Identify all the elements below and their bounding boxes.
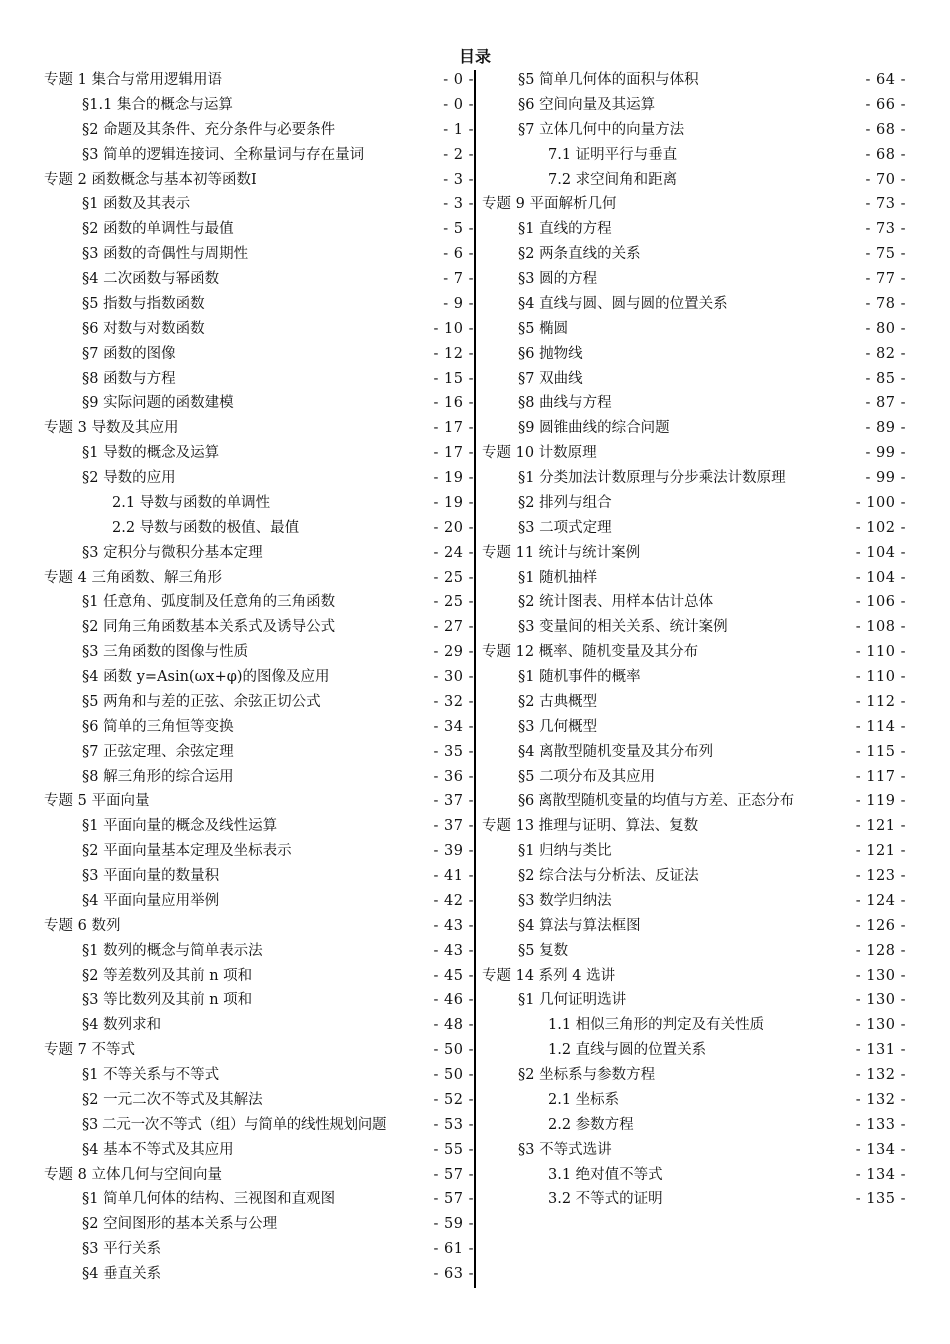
toc-page-number: - 85 -: [865, 370, 906, 387]
toc-section-row[interactable]: [482, 292, 906, 317]
toc-page-number: - 130 -: [855, 967, 906, 984]
toc-section-row[interactable]: [482, 566, 906, 591]
toc-page-number: - 126 -: [855, 917, 906, 934]
toc-entry-label: 专题 6 数列: [44, 917, 121, 934]
toc-section-row[interactable]: [44, 1212, 474, 1237]
toc-entry-label: 2.1 坐标系: [548, 1091, 620, 1108]
toc-section-row[interactable]: [482, 765, 906, 790]
toc-page-number: - 89 -: [865, 420, 906, 437]
toc-entry-label: §2 坐标系与参数方程: [518, 1067, 656, 1083]
toc-page-number: - 104 -: [855, 569, 906, 586]
toc-entry-label: 专题 8 立体几何与空间向量: [44, 1166, 222, 1183]
toc-section-row[interactable]: [482, 914, 906, 939]
toc-chapter-row[interactable]: [44, 416, 474, 441]
toc-entry-label: §1 任意角、弧度制及任意角的三角函数: [82, 594, 336, 611]
toc-entry-label: 3.1 绝对值不等式: [548, 1166, 663, 1183]
toc-section-row[interactable]: [482, 93, 906, 118]
toc-page-number: - 43 -: [433, 942, 474, 959]
toc-page-number: - 36 -: [433, 768, 474, 785]
toc-chapter-row[interactable]: [44, 566, 474, 591]
toc-page-number: - 110 -: [855, 669, 906, 685]
toc-entry-label: §2 一元二次不等式及其解法: [82, 1091, 263, 1108]
toc-page-number: - 61 -: [433, 1241, 474, 1258]
toc-page-number: - 130 -: [855, 992, 906, 1009]
toc-section-row[interactable]: [44, 839, 474, 864]
toc-entry-label: §1.1 集合的概念与运算: [82, 96, 233, 113]
toc-section-row[interactable]: [482, 615, 906, 640]
toc-entry-label: §4 算法与算法框图: [518, 917, 641, 934]
toc-entry-label: 专题 2 函数概念与基本初等函数Ⅰ: [44, 171, 257, 188]
toc-entry-label: 3.2 不等式的证明: [548, 1191, 663, 1208]
toc-entry-label: §1 函数及其表示: [82, 196, 191, 213]
toc-page-number: - 17 -: [433, 420, 474, 437]
toc-chapter-row[interactable]: [44, 789, 474, 814]
toc-page-number: - 48 -: [433, 1017, 474, 1034]
toc-page-number: - 112 -: [855, 693, 906, 710]
toc-page-number: - 108 -: [855, 619, 906, 636]
toc-page-number: - 64 -: [865, 72, 906, 88]
toc-page-number: - 29 -: [433, 644, 474, 661]
toc-page-number: - 35 -: [433, 743, 474, 760]
toc-section-row[interactable]: [44, 615, 474, 640]
toc-chapter-row[interactable]: [44, 168, 474, 193]
toc-entry-label: §1 平面向量的概念及线性运算: [82, 818, 278, 835]
toc-page-number: - 43 -: [433, 917, 474, 934]
toc-subsection-row[interactable]: [482, 1038, 906, 1063]
toc-page-number: - 25 -: [433, 594, 474, 611]
toc-page-number: - 45 -: [433, 967, 474, 984]
toc-entry-label: §2 空间图形的基本关系与公理: [82, 1216, 278, 1233]
toc-entry-label: §3 函数的奇偶性与周期性: [82, 246, 249, 263]
toc-chapter-row[interactable]: [44, 914, 474, 939]
toc-section-row[interactable]: [482, 516, 906, 541]
toc-entry-label: §4 垂直关系: [82, 1266, 162, 1282]
toc-entry-label: §3 圆的方程: [518, 271, 598, 287]
toc-page-number: - 16 -: [433, 395, 474, 412]
toc-section-row[interactable]: [44, 466, 474, 491]
toc-section-row[interactable]: [482, 391, 906, 416]
toc-page-number: - 80 -: [865, 320, 906, 337]
toc-page-number: - 66 -: [865, 96, 906, 113]
toc-entry-label: §4 平面向量应用举例: [82, 892, 220, 909]
toc-entry-label: §4 函数 y=Asin(ωx+φ)的图像及应用: [82, 669, 330, 685]
toc-section-row[interactable]: [482, 118, 906, 143]
toc-chapter-row[interactable]: [482, 441, 906, 466]
toc-page-number: - 27 -: [433, 619, 474, 636]
toc-page-number: - 124 -: [855, 892, 906, 909]
toc-entry-label: §3 变量间的相关关系、统计案例: [518, 619, 728, 636]
toc-section-row[interactable]: [44, 1237, 474, 1262]
toc-page-number: - 115 -: [855, 743, 906, 760]
toc-section-row[interactable]: [44, 1187, 474, 1212]
toc-page-number: - 57 -: [433, 1166, 474, 1183]
toc-page-number: - 99 -: [865, 470, 906, 486]
toc-entry-label: 专题 3 导数及其应用: [44, 420, 179, 437]
toc-entry-label: §1 不等关系与不等式: [82, 1067, 220, 1083]
toc-entry-label: §3 三角函数的图像与性质: [82, 644, 249, 661]
toc-page-number: - 1 -: [443, 121, 474, 138]
toc-entry-label: 专题 7 不等式: [44, 1042, 135, 1059]
toc-page-number: - 68 -: [865, 121, 906, 138]
toc-section-row[interactable]: [44, 1262, 474, 1287]
toc-section-row[interactable]: [482, 242, 906, 267]
toc-section-row[interactable]: [482, 839, 906, 864]
toc-entry-label: §3 不等式选讲: [518, 1141, 612, 1158]
toc-page-number: - 0 -: [443, 72, 474, 88]
toc-page-number: - 10 -: [433, 320, 474, 337]
toc-chapter-row[interactable]: [482, 192, 906, 217]
toc-page-number: - 82 -: [865, 345, 906, 362]
toc-page-number: - 0 -: [443, 96, 474, 113]
toc-entry-label: §8 函数与方程: [82, 370, 176, 387]
toc-page-number: - 73 -: [865, 221, 906, 238]
toc-section-row[interactable]: [44, 242, 474, 267]
toc-entry-label: §2 统计图表、用样本估计总体: [518, 594, 714, 611]
toc-entry-label: 专题 9 平面解析几何: [482, 196, 617, 213]
toc-entry-label: §4 基本不等式及其应用: [82, 1141, 234, 1158]
toc-section-row[interactable]: [44, 1013, 474, 1038]
toc-section-row[interactable]: [44, 317, 474, 342]
toc-page-number: - 121 -: [855, 843, 906, 860]
toc-page-number: - 134 -: [855, 1141, 906, 1158]
toc-page-number: - 132 -: [855, 1091, 906, 1108]
toc-page-number: - 104 -: [855, 544, 906, 561]
toc-page-number: - 53 -: [433, 1116, 474, 1133]
toc-subsection-row[interactable]: [44, 491, 474, 516]
toc-page-number: - 121 -: [855, 818, 906, 835]
toc-entry-label: §7 函数的图像: [82, 345, 176, 362]
toc-page-number: - 52 -: [433, 1091, 474, 1108]
toc-entry-label: §5 简单几何体的面积与体积: [518, 72, 699, 88]
toc-page-number: - 24 -: [433, 544, 474, 561]
toc-page-number: - 34 -: [433, 718, 474, 735]
toc-entry-label: §2 古典概型: [518, 693, 598, 710]
toc-section-row[interactable]: [44, 1063, 474, 1088]
toc-entry-label: §6 空间向量及其运算: [518, 96, 656, 113]
toc-entry-label: 专题 1 集合与常用逻辑用语: [44, 72, 222, 88]
toc-entry-label: §5 二项分布及其应用: [518, 768, 656, 785]
toc-section-row[interactable]: [44, 665, 474, 690]
toc-section-row[interactable]: [44, 93, 474, 118]
toc-right-column: [482, 68, 906, 1212]
toc-section-row[interactable]: [44, 864, 474, 889]
toc-page-number: - 42 -: [433, 892, 474, 909]
toc-entry-label: 专题 13 推理与证明、算法、复数: [482, 818, 699, 835]
toc-page-number: - 41 -: [433, 868, 474, 884]
toc-section-row[interactable]: [482, 1138, 906, 1163]
toc-entry-label: 专题 5 平面向量: [44, 793, 150, 810]
toc-entry-label: 1.1 相似三角形的判定及有关性质: [548, 1017, 765, 1034]
toc-chapter-row[interactable]: [44, 1163, 474, 1188]
toc-page-number: - 100 -: [855, 494, 906, 511]
toc-entry-label: §1 随机事件的概率: [518, 669, 641, 685]
toc-page-number: - 63 -: [433, 1266, 474, 1282]
toc-section-row[interactable]: [44, 118, 474, 143]
toc-page-number: - 2 -: [443, 146, 474, 163]
toc-page-number: - 73 -: [865, 196, 906, 213]
toc-subsection-row[interactable]: [482, 1013, 906, 1038]
toc-page-number: - 12 -: [433, 345, 474, 362]
toc-section-row[interactable]: [44, 342, 474, 367]
toc-section-row[interactable]: [44, 391, 474, 416]
toc-page-number: - 75 -: [865, 246, 906, 263]
toc-page-number: - 37 -: [433, 793, 474, 810]
toc-section-row[interactable]: [44, 765, 474, 790]
toc-entry-label: §4 数列求和: [82, 1017, 162, 1034]
toc-page-number: - 131 -: [855, 1042, 906, 1059]
toc-section-row[interactable]: [44, 292, 474, 317]
toc-entry-label: §1 数列的概念与简单表示法: [82, 942, 263, 959]
toc-entry-label: §2 同角三角函数基本关系式及诱导公式: [82, 619, 336, 636]
toc-section-row[interactable]: [482, 68, 906, 93]
toc-section-row[interactable]: [44, 217, 474, 242]
toc-section-row[interactable]: [44, 143, 474, 168]
toc-entry-label: §3 平面向量的数量积: [82, 868, 220, 884]
toc-page-number: - 32 -: [433, 693, 474, 710]
toc-entry-label: §8 解三角形的综合运用: [82, 768, 234, 785]
toc-entry-label: §2 两条直线的关系: [518, 246, 641, 263]
toc-entry-label: §5 椭圆: [518, 320, 569, 337]
toc-entry-label: §3 二元一次不等式（组）与简单的线性规划问题: [82, 1116, 387, 1133]
toc-entry-label: §2 导数的应用: [82, 470, 176, 486]
toc-page-number: - 102 -: [855, 519, 906, 536]
toc-section-row[interactable]: [482, 217, 906, 242]
toc-entry-label: §6 抛物线: [518, 345, 583, 362]
toc-section-row[interactable]: [44, 814, 474, 839]
toc-page-number: - 123 -: [855, 868, 906, 884]
toc-section-row[interactable]: [44, 367, 474, 392]
toc-page-number: - 68 -: [865, 146, 906, 163]
toc-section-row[interactable]: [482, 317, 906, 342]
toc-page-number: - 59 -: [433, 1216, 474, 1233]
toc-entry-label: §5 指数与指数函数: [82, 295, 205, 312]
toc-entry-label: §3 等比数列及其前 n 项和: [82, 992, 253, 1009]
toc-subsection-row[interactable]: [482, 1187, 906, 1212]
toc-section-row[interactable]: [482, 889, 906, 914]
toc-page-number: - 132 -: [855, 1067, 906, 1083]
toc-page-number: - 117 -: [855, 768, 906, 785]
toc-section-row[interactable]: [44, 590, 474, 615]
toc-section-row[interactable]: [482, 367, 906, 392]
toc-entry-label: 专题 10 计数原理: [482, 445, 597, 462]
toc-section-row[interactable]: [44, 267, 474, 292]
toc-page-number: - 78 -: [865, 295, 906, 312]
toc-page-number: - 5 -: [443, 221, 474, 238]
toc-page-number: - 19 -: [433, 470, 474, 486]
toc-section-row[interactable]: [44, 964, 474, 989]
toc-entry-label: §1 随机抽样: [518, 569, 598, 586]
toc-page-number: - 55 -: [433, 1141, 474, 1158]
toc-entry-label: §5 两角和与差的正弦、余弦正切公式: [82, 693, 321, 710]
toc-subsection-row[interactable]: [482, 1163, 906, 1188]
toc-section-row[interactable]: [44, 740, 474, 765]
toc-section-row[interactable]: [482, 864, 906, 889]
toc-chapter-row[interactable]: [482, 964, 906, 989]
toc-entry-label: §2 等差数列及其前 n 项和: [82, 967, 253, 984]
toc-entry-label: 2.1 导数与函数的单调性: [112, 494, 271, 511]
toc-entry-label: §4 二次函数与幂函数: [82, 271, 220, 287]
toc-section-row[interactable]: [482, 789, 906, 814]
toc-section-row[interactable]: [44, 541, 474, 566]
toc-section-row[interactable]: [482, 416, 906, 441]
toc-entry-label: §6 对数与对数函数: [82, 320, 205, 337]
toc-entry-label: §4 离散型随机变量及其分布列: [518, 743, 714, 760]
toc-entry-label: §1 分类加法计数原理与分步乘法计数原理: [518, 470, 786, 486]
toc-page-number: - 7 -: [443, 271, 474, 287]
toc-title: 目录: [458, 47, 491, 66]
toc-section-row[interactable]: [44, 1113, 474, 1138]
toc-page-number: - 30 -: [433, 669, 474, 685]
toc-entry-label: §1 导数的概念及运算: [82, 445, 220, 462]
toc-section-row[interactable]: [482, 342, 906, 367]
toc-section-row[interactable]: [44, 1088, 474, 1113]
toc-page-number: - 37 -: [433, 818, 474, 835]
toc-subsection-row[interactable]: [44, 516, 474, 541]
toc-entry-label: §2 排列与组合: [518, 494, 612, 511]
toc-page-number: - 39 -: [433, 843, 474, 860]
toc-section-row[interactable]: [44, 640, 474, 665]
toc-page-number: - 134 -: [855, 1166, 906, 1183]
toc-entry-label: 7.2 求空间角和距离: [548, 171, 678, 188]
toc-entry-label: 7.1 证明平行与垂直: [548, 146, 678, 163]
toc-entry-label: §7 正弦定理、余弦定理: [82, 743, 234, 760]
toc-entry-label: §7 立体几何中的向量方法: [518, 121, 685, 138]
toc-subsection-row[interactable]: [482, 168, 906, 193]
toc-chapter-row[interactable]: [44, 68, 474, 93]
toc-page-number: - 9 -: [443, 295, 474, 312]
toc-page-number: - 106 -: [855, 594, 906, 611]
toc-entry-label: 2.2 导数与函数的极值、最值: [112, 519, 300, 536]
toc-page-number: - 57 -: [433, 1191, 474, 1208]
toc-subsection-row[interactable]: [482, 1088, 906, 1113]
toc-page-number: - 119 -: [855, 793, 906, 810]
toc-page-number: - 25 -: [433, 569, 474, 586]
column-divider: [474, 70, 476, 1288]
toc-section-row[interactable]: [482, 466, 906, 491]
toc-section-row[interactable]: [482, 988, 906, 1013]
toc-entry-label: §2 函数的单调性与最值: [82, 221, 234, 238]
toc-entry-label: 专题 14 系列 4 选讲: [482, 967, 616, 984]
toc-section-row[interactable]: [44, 939, 474, 964]
toc-entry-label: 专题 4 三角函数、解三角形: [44, 569, 222, 586]
toc-section-row[interactable]: [44, 889, 474, 914]
toc-entry-label: §1 直线的方程: [518, 221, 612, 238]
toc-section-row[interactable]: [44, 715, 474, 740]
toc-entry-label: 2.2 参数方程: [548, 1116, 634, 1133]
toc-section-row[interactable]: [44, 192, 474, 217]
toc-page-number: - 6 -: [443, 246, 474, 263]
toc-entry-label: §9 圆锥曲线的综合问题: [518, 420, 670, 437]
toc-section-row[interactable]: [482, 491, 906, 516]
toc-page-number: - 114 -: [855, 718, 906, 735]
toc-entry-label: §2 命题及其条件、充分条件与必要条件: [82, 121, 336, 138]
toc-entry-label: §1 归纳与类比: [518, 843, 612, 860]
toc-section-row[interactable]: [482, 740, 906, 765]
toc-chapter-row[interactable]: [482, 640, 906, 665]
toc-section-row[interactable]: [44, 690, 474, 715]
toc-section-row[interactable]: [44, 441, 474, 466]
toc-section-row[interactable]: [482, 715, 906, 740]
toc-section-row[interactable]: [482, 1063, 906, 1088]
toc-subsection-row[interactable]: [482, 1113, 906, 1138]
toc-page-number: - 135 -: [855, 1191, 906, 1208]
toc-entry-label: §3 二项式定理: [518, 519, 612, 536]
toc-section-row[interactable]: [482, 690, 906, 715]
toc-page-number: - 15 -: [433, 370, 474, 387]
toc-page-number: - 70 -: [865, 171, 906, 188]
toc-section-row[interactable]: [44, 988, 474, 1013]
toc-page-number: - 3 -: [443, 196, 474, 213]
toc-section-row[interactable]: [482, 939, 906, 964]
toc-section-row[interactable]: [482, 267, 906, 292]
toc-chapter-row[interactable]: [482, 541, 906, 566]
toc-entry-label: §3 定积分与微积分基本定理: [82, 544, 263, 561]
toc-page-number: - 50 -: [433, 1067, 474, 1083]
toc-page-number: - 50 -: [433, 1042, 474, 1059]
toc-entry-label: 专题 12 概率、随机变量及其分布: [482, 644, 699, 661]
toc-entry-label: §5 复数: [518, 942, 569, 959]
toc-entry-label: 专题 11 统计与统计案例: [482, 544, 641, 561]
toc-entry-label: §3 数学归纳法: [518, 892, 612, 909]
toc-page-number: - 20 -: [433, 519, 474, 536]
toc-page-number: - 77 -: [865, 271, 906, 287]
toc-entry-label: §3 几何概型: [518, 718, 598, 735]
toc-entry-label: §1 简单几何体的结构、三视图和直观图: [82, 1191, 336, 1208]
toc-entry-label: §9 实际问题的函数建模: [82, 395, 234, 412]
toc-page-number: - 130 -: [855, 1017, 906, 1034]
toc-entry-label: 1.2 直线与圆的位置关系: [548, 1042, 707, 1059]
toc-page-number: - 99 -: [865, 445, 906, 462]
toc-page-number: - 3 -: [443, 171, 474, 188]
toc-entry-label: §2 综合法与分析法、反证法: [518, 868, 699, 884]
toc-entry-label: §4 直线与圆、圆与圆的位置关系: [518, 295, 728, 312]
toc-left-column: [44, 68, 474, 1287]
toc-subsection-row[interactable]: [482, 143, 906, 168]
toc-entry-label: §1 几何证明选讲: [518, 992, 627, 1009]
toc-entry-label: §3 平行关系: [82, 1241, 162, 1258]
toc-section-row[interactable]: [482, 590, 906, 615]
toc-entry-label: §7 双曲线: [518, 370, 583, 387]
toc-page-number: - 133 -: [855, 1116, 906, 1133]
toc-entry-label: §3 简单的逻辑连接词、全称量词与存在量词: [82, 146, 365, 163]
toc-page-number: - 46 -: [433, 992, 474, 1009]
toc-section-row[interactable]: [482, 665, 906, 690]
toc-entry-label: §6 离散型随机变量的均值与方差、正态分布: [518, 793, 794, 810]
toc-page-number: - 87 -: [865, 395, 906, 412]
toc-page-number: - 110 -: [855, 644, 906, 661]
toc-entry-label: §2 平面向量基本定理及坐标表示: [82, 843, 292, 860]
toc-section-row[interactable]: [44, 1138, 474, 1163]
toc-chapter-row[interactable]: [44, 1038, 474, 1063]
toc-page-number: - 128 -: [855, 942, 906, 959]
toc-page-number: - 17 -: [433, 445, 474, 462]
toc-page-number: - 19 -: [433, 494, 474, 511]
toc-entry-label: §8 曲线与方程: [518, 395, 612, 412]
toc-chapter-row[interactable]: [482, 814, 906, 839]
toc-entry-label: §6 简单的三角恒等变换: [82, 718, 234, 735]
